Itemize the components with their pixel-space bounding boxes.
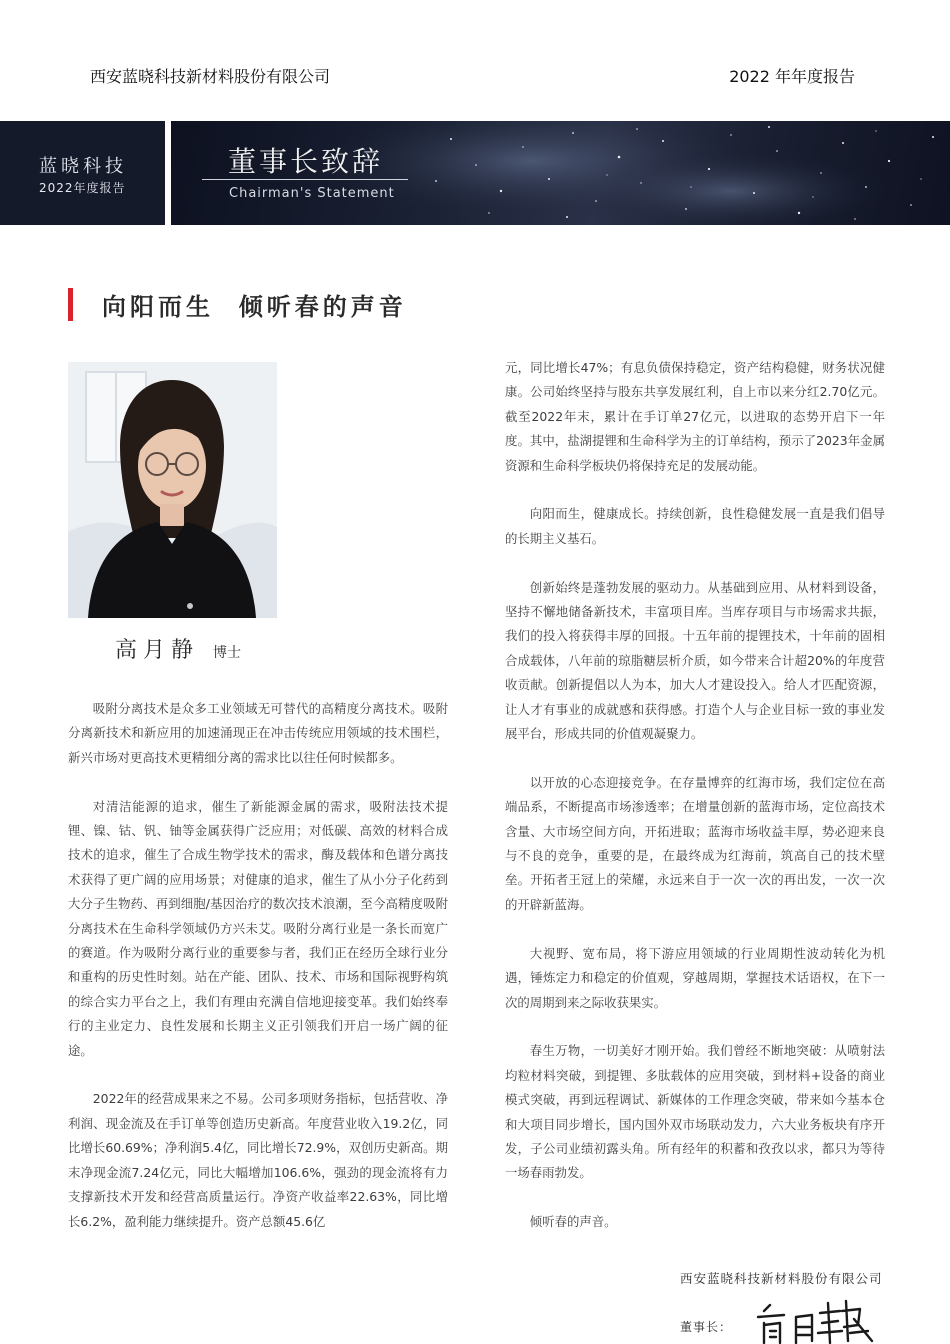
signature-label: 董事长：: [680, 1320, 733, 1334]
chairman-name: 高月静: [115, 638, 200, 663]
left-text-column: [68, 697, 448, 1258]
signature-company: 西安蓝晓科技新材料股份有限公司: [680, 1271, 883, 1286]
paragraph-continuation: 元，同比增长47%；有息负债保持稳定，资产结构稳健，财务状况健康。公司始终坚持与股东共享发展红利，自上市以来分红2.70亿元。截至2022年末，累计在手订单27亿元，以进取的态势开启下一年度。其中，盐湖提锂和生命科学为主的订单结构，预示了2023年金属资源和生命科学板块仍将保持充足的发展动能。: [505, 360, 885, 473]
paragraph: 吸附分离技术是众多工业领域无可替代的高精度分离技术。吸附分离新技术和新应用的加速涌现正在冲击传统应用领域的技术围栏，新兴市场对更高技术更精细分离的需求比以往任何时候都多。: [68, 701, 448, 765]
heading-accent-bar: [68, 288, 73, 321]
paragraph: 以开放的心态迎接竞争。在存量博弈的红海市场，我们定位在高端品系，不断提高市场渗透率；在增量创新的蓝海市场，定位高技术含量、大市场空间方向，开拓进取；蓝海市场收益丰厚，势必迎来良与不良的竞争，重要的是，在最终成为红海前，筑高自己的技术壁垒。开拓者王冠上的荣耀，永远来自于一次一次的再出发，一次一次的开辟新蓝海。: [505, 774, 885, 912]
chairman-portrait: [68, 362, 277, 618]
paragraph: 创新始终是蓬勃发展的驱动力。从基础到应用、从材料到设备，坚持不懈地储备新技术，丰富项目库。当库存项目与市场需求共振，我们的投入将获得丰厚的回报。十五年前的提锂技术，十年前的固相合成载体，八年前的琼脂糖层析介质，如今带来合计超20%的年度营收贡献。创新提倡以人为本，加大人才建设投入。给人才匹配资源，让人才有事业的成就感和获得感。打造个人与企业目标一致的事业发展平台，形成共同的价值观凝聚力。: [505, 579, 885, 742]
paragraph: 大视野、宽布局，将下游应用领域的行业周期性波动转化为机遇，锤炼定力和稳定的价值观，穿越周期，掌握技术话语权，在下一次的周期到来之际收获果实。: [505, 945, 885, 1010]
banner-year-label: 2022年度报告: [39, 181, 126, 195]
paragraph: 春生万物，一切美好才刚开始。我们曾经不断地突破：从喷射法均粒材料突破，到提锂、多肽载体的应用突破，到材料+设备的商业模式突破，再到远程调试、新媒体的工作理念突破，带来如今基本仓和大项目同步增长，国内国外双市场联动发力，六大业务板块有序开发，子公司业绩初露头角。所有经年的积蓄和孜孜以求，都只为等待一场春雨勃发。: [505, 1043, 885, 1181]
portrait-illustration: [68, 362, 277, 618]
banner-title-en: Chairman's Statement: [229, 186, 395, 201]
paragraph: 2022年的经营成果来之不易。公司多项财务指标，包括营收、净利润、现金流及在手订单等创造历史新高。年度营业收入19.2亿，同比增长60.69%；净利润5.4亿，同比增长72.9%，双创历史新高。期末净现金流7.24亿元，同比大幅增加106.6%，强劲的现金流将有力支撑新技术开发和经营高质量运行。净资产收益率22.63%，同比增长6.2%，盈利能力继续提升。资产总额45.6亿: [68, 1091, 448, 1229]
chairman-degree: 博士: [213, 645, 242, 661]
chairman-name-line: [115, 633, 241, 664]
banner-brand-block: [0, 121, 165, 225]
banner-title-rule: [202, 179, 408, 180]
section-banner: [0, 121, 950, 225]
paragraph: 倾听春的声音。: [529, 1214, 617, 1230]
handwritten-signature: [750, 1295, 880, 1344]
section-heading: 向阳而生 倾听春的声音: [102, 293, 407, 321]
right-text-column: [505, 356, 885, 1259]
header-report-title: 2022 年年度报告: [729, 66, 855, 86]
paragraph: 对清洁能源的追求，催生了新能源金属的需求，吸附法技术提锂、镍、钴、钒、铀等金属获得广泛应用；对低碳、高效的材料合成技术的追求，催生了合成生物学技术的需求，酶及载体和色谱分离技术获得了更广阔的应用场景；对健康的追求，催生了从小分子化药到大分子生物药、再到细胞/基因治疗的数次技术浪潮，至今高精度吸附分离技术在生命科学领域仍方兴未艾。吸附分离行业是一条长而宽广的赛道。作为吸附分离行业的重要参与者，我们正在经历全球行业分和重构的历史性时刻。站在产能、团队、技术、市场和国际视野构筑的综合实力平台之上，我们有理由充满自信地迎接变革。我们始终奉行的主业定力、良性发展和长期主义正引领我们开启一场广阔的征途。: [68, 798, 448, 1058]
header-company: 西安蓝晓科技新材料股份有限公司: [90, 66, 331, 86]
banner-brand: 蓝晓科技: [39, 156, 127, 177]
banner-title-cn: 董事长致辞: [228, 145, 384, 178]
paragraph: 向阳而生，健康成长。持续创新，良性稳健发展一直是我们倡导的长期主义基石。: [505, 506, 885, 546]
page-header: [90, 60, 855, 90]
banner-title-block: [171, 121, 950, 225]
